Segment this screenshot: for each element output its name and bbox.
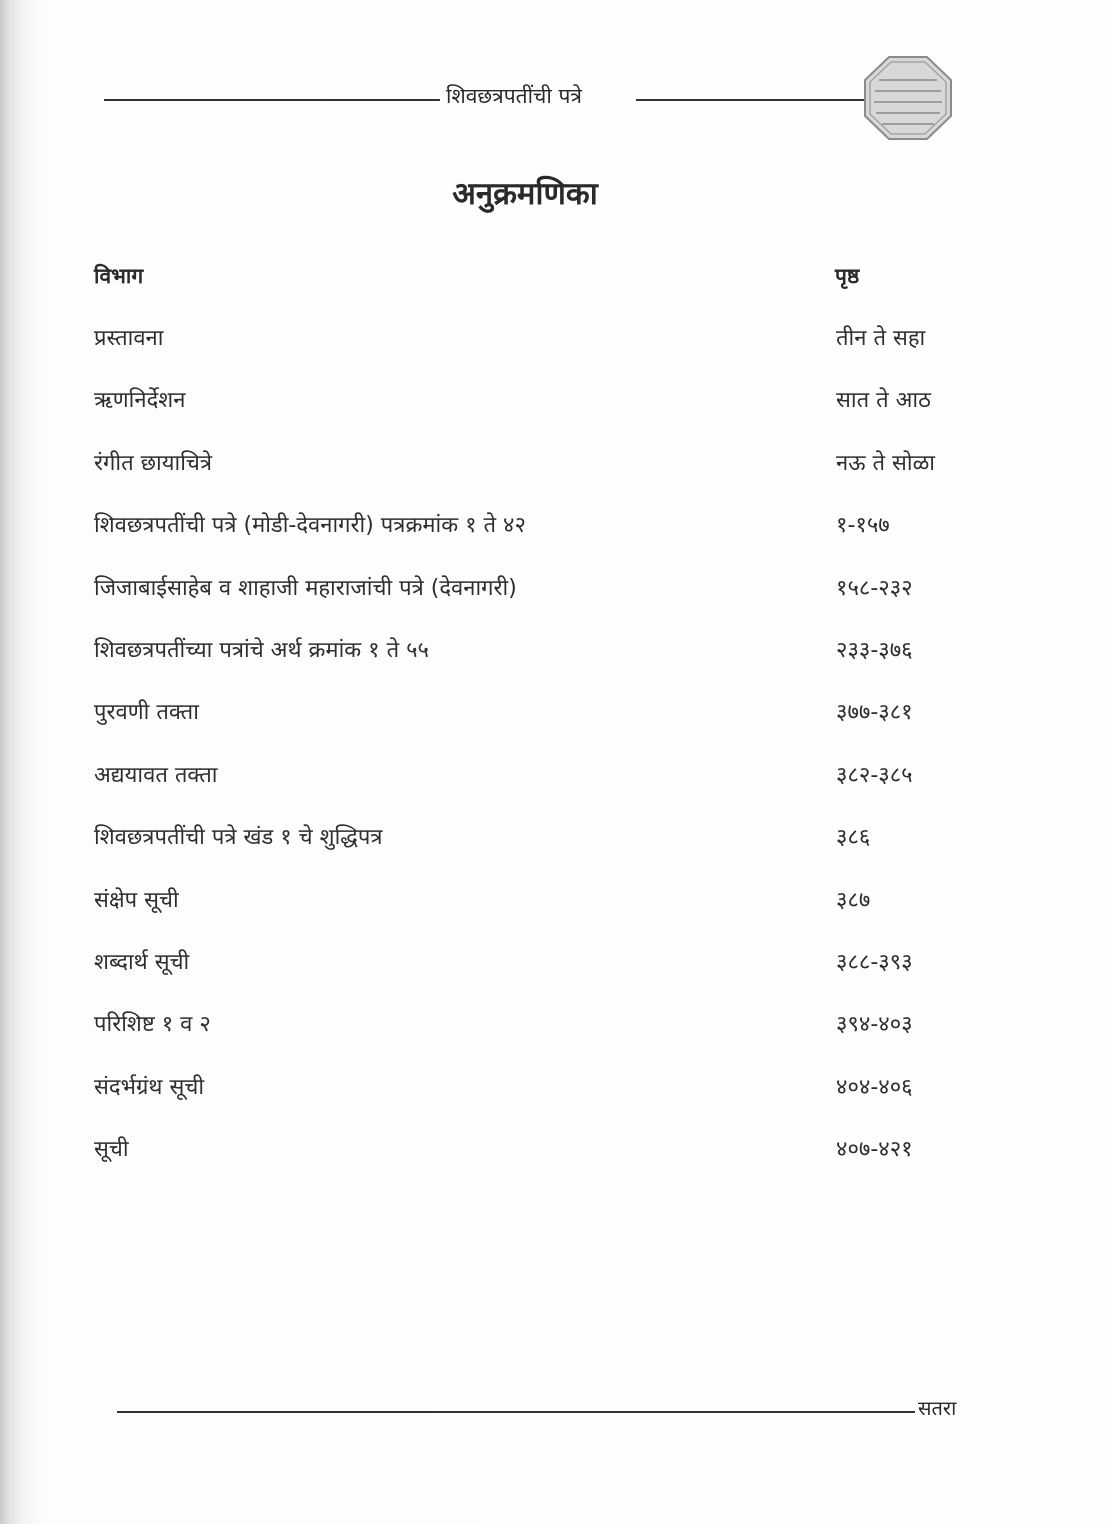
toc-entry-title: शिवछत्रपतींची पत्रे (मोडी-देवनागरी) पत्रक्रमांक १ ते ४२ — [94, 513, 526, 539]
header-rule-left — [104, 99, 440, 101]
toc-row — [0, 821, 1106, 883]
toc-row — [0, 1071, 1106, 1133]
toc-entry-title: परिशिष्ट १ व २ — [94, 1012, 211, 1038]
seal-icon — [862, 54, 954, 142]
toc-row — [0, 447, 1106, 509]
toc-entry-title: शब्दार्थ सूची — [94, 949, 190, 975]
column-header-section: विभाग — [94, 264, 144, 288]
toc-row — [0, 946, 1106, 1008]
toc-entry-page: ३८२-३८५ — [836, 762, 913, 788]
page-title: अनुक्रमणिका — [452, 176, 598, 212]
toc-row — [0, 696, 1106, 758]
toc-entry-page: ४०४-४०६ — [836, 1074, 913, 1100]
toc-entry-title: पुरवणी तक्ता — [94, 700, 199, 726]
toc-entry-page: २३३-३७६ — [836, 637, 913, 663]
toc-entry-page: नऊ ते सोळा — [836, 450, 935, 476]
toc-entry-title: प्रस्तावना — [94, 326, 164, 351]
toc-row — [0, 759, 1106, 821]
toc-entry-page: तीन ते सहा — [836, 326, 926, 351]
footer-rule — [117, 1411, 915, 1413]
toc-row — [0, 322, 1106, 384]
table-of-contents — [0, 322, 1106, 1195]
toc-entry-title: ऋणनिर्देशन — [94, 388, 186, 414]
toc-entry-title: जिजाबाईसाहेब व शाहाजी महाराजांची पत्रे (देवनागरी) — [94, 575, 517, 601]
toc-entry-page: १-१५७ — [836, 513, 890, 539]
toc-entry-title: संदर्भग्रंथ सूची — [94, 1074, 205, 1100]
toc-entry-page: सात ते आठ — [836, 388, 931, 414]
toc-entry-title: शिवछत्रपतींची पत्रे खंड १ चे शुद्धिपत्र — [94, 825, 383, 851]
toc-entry-page: ३८६ — [836, 825, 871, 851]
toc-row — [0, 572, 1106, 634]
toc-entry-page: ३७७-३८१ — [836, 700, 913, 726]
header-rule-right — [636, 99, 868, 101]
toc-entry-page: ३९४-४०३ — [836, 1012, 913, 1038]
toc-entry-page: १५८-२३२ — [836, 575, 913, 601]
toc-row — [0, 1008, 1106, 1070]
toc-row — [0, 1133, 1106, 1195]
toc-row — [0, 884, 1106, 946]
toc-entry-page: ४०७-४२१ — [836, 1137, 913, 1163]
toc-entry-title: सूची — [94, 1137, 129, 1163]
toc-entry-page: ३८७ — [836, 887, 871, 913]
toc-entry-title: रंगीत छायाचित्रे — [94, 450, 213, 476]
toc-entry-title: अद्ययावत तक्ता — [94, 762, 218, 788]
toc-row — [0, 509, 1106, 571]
page-number-label: सतरा — [918, 1396, 957, 1420]
toc-entry-title: संक्षेप सूची — [94, 887, 179, 913]
column-header-page: पृष्ठ — [835, 264, 860, 288]
toc-entry-title: शिवछत्रपतींच्या पत्रांचे अर्थ क्रमांक १ ते ५५ — [94, 637, 429, 663]
toc-row — [0, 634, 1106, 696]
toc-row — [0, 384, 1106, 446]
toc-entry-page: ३८८-३९३ — [836, 949, 913, 975]
running-header-title: शिवछत्रपतींची पत्रे — [446, 84, 583, 108]
